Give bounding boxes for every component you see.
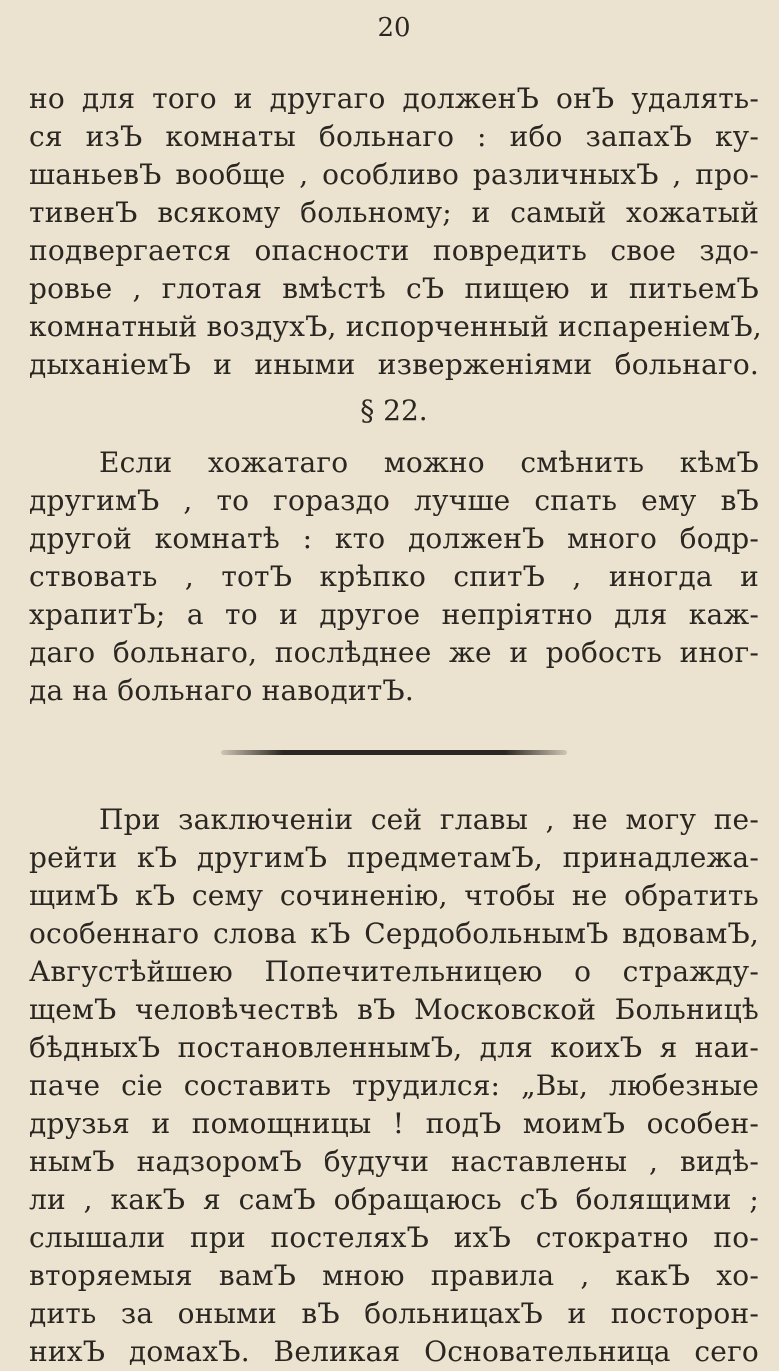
paragraph-top	[29, 80, 762, 384]
text-line: особеннаго слова кЪ СердобольнымЪ вдовамЪ,	[29, 917, 759, 950]
text-line: подвергается опасности повредить свое здо-	[29, 234, 759, 267]
text-line: бѣдныхЪ постановленнымЪ, для коихЪ я наи-	[29, 1031, 759, 1064]
text-line: рейти кЪ другимЪ предметамЪ, принадлежа-	[29, 841, 759, 874]
text-line: щемЪ человѣчествѣ вЪ Московской Больницѣ	[29, 993, 759, 1026]
text-line: дыханіемЪ и иными изверженіями больнаго.	[29, 348, 759, 381]
text-line: друзья и помощницы ! подЪ моимЪ особен-	[29, 1107, 759, 1140]
text-line: другой комнатѣ : кто долженЪ много бодр-	[29, 522, 759, 555]
text-line: храпитЪ; а то и другое непріятно для каж-	[29, 598, 759, 631]
text-line: ствовать , тотЪ крѣпко спитЪ , иногда и	[29, 560, 759, 593]
text-line: даго больнаго, послѣднее же и робость иног-	[29, 636, 759, 669]
text-line: тивенЪ всякому больному; и самый хожатый	[29, 196, 759, 229]
text-line: слышали при постеляхЪ ихЪ стократно по-	[29, 1221, 759, 1254]
text-line: другимЪ , то гораздо лучше спать ему вЪ	[29, 484, 759, 517]
text-line: Августѣйшею Попечительницею о стражду-	[29, 955, 759, 988]
text-line: щимЪ кЪ сему сочиненію, чтобы не обратить	[29, 879, 759, 912]
text-line: нымЪ надзоромЪ будучи наставлены , видѣ-	[29, 1145, 759, 1178]
text-line: Если хожатаго можно смѣнить кѣмЪ	[99, 446, 759, 479]
paragraph-conclusion	[29, 801, 759, 1371]
text-line: ровье , глотая вмѣстѣ сЪ пищею и питьемЪ	[29, 272, 759, 305]
text-line: дить за оными вЪ больницахЪ и посторон-	[29, 1297, 759, 1330]
page-number: 20	[377, 13, 411, 43]
section-divider-rule	[221, 750, 567, 755]
text-line: При заключеніи сей главы , не могу пе-	[99, 803, 759, 836]
text-line: ся изЪ комнаты больнаго : ибо запахЪ ку-	[29, 120, 759, 153]
paragraph-section-22	[29, 444, 759, 710]
text-line: шаньевЪ вообще , особливо различныхЪ , про-	[29, 158, 759, 191]
text-line: но для того и другаго долженЪ онЪ удалять-	[29, 82, 759, 115]
text-line: вторяемыя вамЪ мною правила , какЪ хо-	[29, 1259, 759, 1292]
text-line: нихЪ домахЪ. Великая Основательница сего	[29, 1335, 759, 1368]
text-line: комнатный воздухЪ, испорченный испареніемЪ,	[29, 310, 762, 343]
section-heading: § 22.	[360, 394, 428, 427]
text-line: ли , какЪ я самЪ обращаюсь сЪ болящими ;	[29, 1183, 759, 1216]
text-line: да на больнаго наводитЪ.	[29, 674, 414, 707]
text-line: паче сіе составить трудился: „Вы, любезные	[29, 1069, 759, 1102]
